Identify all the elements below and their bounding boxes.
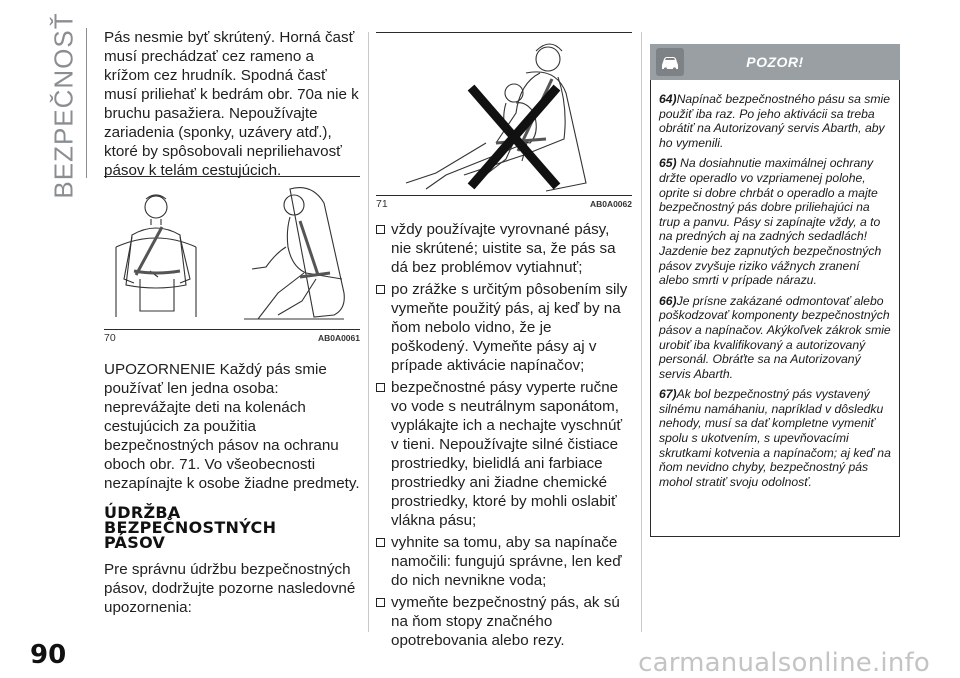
bullet-text-2: po zrážke s určitým pôsobením sily vymeňte použitý pás, aj keď by na ňom nebolo vidno, že je poškodený. Vymeňte pásy aj v prípade aktivácie napínačov;	[391, 281, 628, 374]
caution-header	[650, 44, 900, 80]
figure-bottom-rule	[104, 329, 360, 330]
section-label-text: BEZPEČNOSŤ	[48, 11, 79, 199]
caution-title: POZOR!	[746, 54, 804, 70]
bullet-text-4: vyhnite sa tomu, aby sa napínače namočili: fungujú správne, len keď do nich nevnikne voda;	[391, 534, 622, 589]
heading-line-3: PÁSOV	[104, 533, 166, 552]
list-item	[376, 280, 632, 375]
column-2	[376, 28, 632, 653]
passenger-warning-text: UPOZORNENIE Každý pás smie používať len jedna osoba: neprevážajte deti na kolenách cestujúcich za použitia bezpečnostných pásov na ochranu oboch obr. 71. Vo všeobecnosti nezapínajte k osobe žiadne predmety.	[104, 361, 360, 492]
maintenance-bullet-list	[376, 220, 632, 650]
car-warning-icon	[656, 48, 684, 76]
bullet-text-1: vždy používajte vyrovnané pásy, nie skrútené; uistite sa, že pás sa dá bez problémov vytiahnuť;	[391, 221, 616, 276]
figure-71	[376, 33, 632, 195]
warning-number: 66)	[659, 293, 677, 308]
page-number: 90	[30, 640, 67, 670]
section-divider	[86, 28, 87, 178]
list-item	[376, 533, 632, 590]
checkbox-icon	[376, 383, 385, 392]
seatbelt-illustration	[104, 177, 360, 329]
warning-item	[659, 294, 891, 382]
belt-instructions-text: Pás nesmie byť skrútený. Horná časť musí prechádzať cez rameno a krížom cez hrudník. Spodná časť musí priliehať k bedrám obr. 70a nie k bruchu pasažiera. Nepoužívajte zariadenia (sponky, uzávery atď.), ktoré by spôsobovali nepriliehavosť pásov k telám cestujúcich.	[104, 29, 359, 179]
list-item	[376, 378, 632, 530]
child-on-lap-illustration	[376, 33, 632, 195]
warning-item	[659, 156, 891, 287]
figure-71-bottom-rule	[376, 195, 632, 196]
maintenance-heading	[104, 505, 360, 550]
maintenance-intro-text: Pre správnu údržbu bezpečnostných pásov, dodržujte pozorne nasledovné upozornenia:	[104, 561, 356, 616]
bullet-text-5: vymeňte bezpečnostný pás, ak sú na ňom stopy značného opotrebovania alebo rezy.	[391, 594, 620, 649]
figure-70	[104, 177, 360, 329]
figure-70-number: 70	[104, 332, 116, 344]
figure-71-number: 71	[376, 198, 388, 210]
caution-body	[650, 80, 900, 537]
column-divider-2	[641, 32, 642, 632]
heading-line-2: BEZPEČNOSTNÝCH	[104, 518, 277, 537]
figure-70-code: AB0A0061	[317, 333, 360, 343]
warning-number: 67)	[659, 387, 677, 402]
warning-item	[659, 92, 891, 150]
figure-71-code: AB0A0062	[589, 199, 632, 209]
section-label	[44, 11, 84, 199]
warning-text: Ak bol bezpečnostný pás vystavený silnému namáhaniu, napríklad v dôsledku nehody, musí sa dať kompletne vymeniť spolu s ukotvením, s upevňovacími skrutkami kotvenia a napínačom; aj keď na ňom nevidno chyby, bezpečnostný pás mohol stratiť svoju odolnosť.	[659, 387, 891, 489]
warning-text: Je prísne zakázané odmontovať alebo poškodzovať komponenty bezpečnostných pásov a napínačov. Akýkoľvek zákrok smie urobiť iba kvalifikovaný a autorizovaný personál. Obráťte sa na Autorizovaný servis Abarth.	[659, 293, 891, 381]
checkbox-icon	[376, 538, 385, 547]
column-1	[104, 28, 360, 617]
caution-box	[650, 44, 900, 537]
checkbox-icon	[376, 225, 385, 234]
column-divider-1	[368, 32, 369, 632]
warning-item	[659, 387, 891, 489]
figure-70-caption	[104, 332, 360, 344]
bullet-text-3: bezpečnostné pásy vyperte ručne vo vode s neutrálnym saponátom, vyplákajte ich a nechajte vyschnúť v tieni. Nepoužívajte silné čistiace prostriedky, bielidlá ani farbiace prostriedky ani žiadne chemické prostriedky, ktoré by mohli oslabiť vlákna pásu;	[391, 379, 623, 529]
warning-text: Na dosiahnutie maximálnej ochrany držte operadlo vo vzpriamenej polohe, oprite si dobre chrbát o operadlo a majte bezpečnostný pás dobre priliehajúci na trup a panvu. Pásy si zapínajte vždy, a to na predných aj na zadných sedadlách! Jazdenie bez zapnutých bezpečnostných pásov zvyšuje riziko vážnych zranení alebo smrti v prípade nárazu.	[659, 156, 882, 288]
list-item	[376, 593, 632, 650]
heading-line-1: ÚDRŽBA	[104, 503, 181, 522]
warning-number: 65)	[659, 156, 677, 171]
watermark: carmanualsonline.info	[638, 648, 930, 678]
warning-text: Napínač bezpečnostného pásu sa smie použiť iba raz. Po jeho aktivácii sa treba obrátiť na Autorizovaný servis Abarth, aby ho vymenili.	[659, 92, 891, 150]
checkbox-icon	[376, 598, 385, 607]
figure-71-caption	[376, 198, 632, 210]
warning-number: 64)	[659, 92, 677, 106]
checkbox-icon	[376, 285, 385, 294]
list-item	[376, 220, 632, 277]
